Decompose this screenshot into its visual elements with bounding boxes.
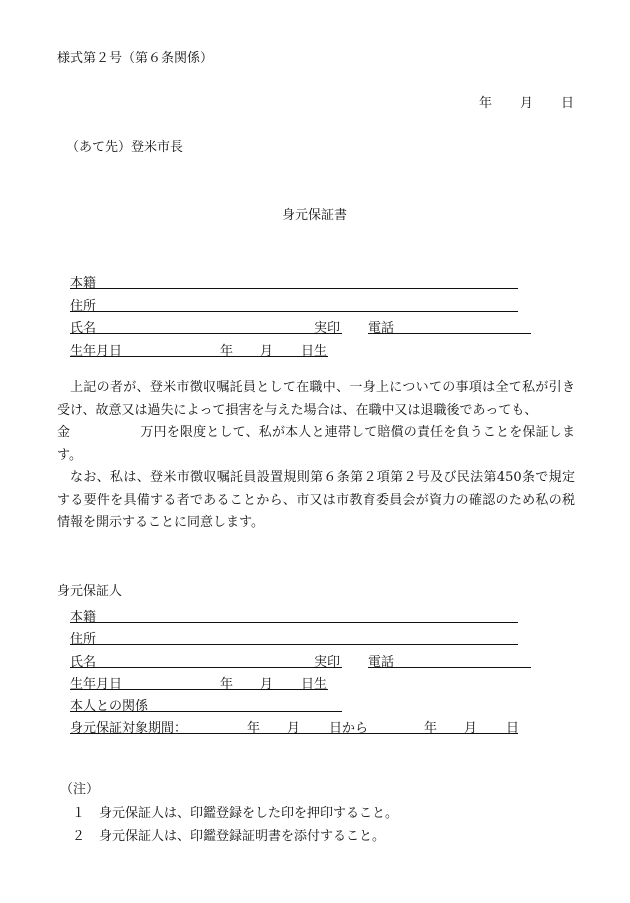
date-day: 日 [561, 96, 575, 111]
guarantor-period-label: 身元保証対象期間： [70, 721, 188, 736]
notes-heading: （注） [60, 782, 100, 797]
note-number: ２ [72, 829, 86, 844]
form-number: 様式第２号（第６条関係） [57, 51, 214, 66]
guarantor-name-field [70, 651, 342, 668]
employee-seal-label: 実印 [314, 321, 341, 336]
guarantor-birth-field [70, 673, 328, 690]
period-end-month: 月 [464, 721, 478, 736]
employee-birth-month: 月 [260, 344, 274, 359]
paragraph1-main: 上記の者が、登米市徴収嘱託員として在職中、一身上についての事項は全て私が引き受け、故意又は過失によって損害を与えた場合は、在職中又は退職後であっても、 [57, 380, 575, 418]
employee-phone-field [368, 317, 531, 334]
note-item-1 [72, 806, 399, 822]
employee-birth-label: 生年月日 [70, 344, 123, 359]
period-end-day: 日 [506, 721, 520, 736]
employee-address-field [70, 295, 518, 312]
employee-birth-field [70, 340, 328, 357]
guarantor-phone-field [368, 651, 531, 668]
period-start-day: 日から [329, 721, 369, 736]
period-start-year: 年 [247, 721, 261, 736]
guarantor-relation-field [70, 695, 342, 712]
guarantee-paragraph [57, 377, 575, 535]
guarantor-honseki-label: 本籍 [70, 610, 97, 625]
guarantor-honseki-field [70, 606, 518, 623]
employee-honseki-label: 本籍 [70, 276, 97, 291]
guarantor-period-field [70, 717, 518, 734]
guarantor-birth-label: 生年月日 [70, 677, 123, 692]
employee-birth-year: 年 [220, 344, 234, 359]
employee-name-label: 氏名 [70, 321, 97, 336]
paragraph1-rest: 万円を限度として、私が本人と連帯して賠償の責任を負うことを保証します。 [57, 425, 575, 463]
amount-kin: 金 [57, 425, 71, 440]
guarantor-address-field [70, 628, 518, 645]
date-year: 年 [479, 96, 493, 111]
note-text: 身元保証人は、印鑑登録証明書を添付すること。 [99, 829, 386, 844]
guarantor-relation-label: 本人との関係 [70, 699, 149, 714]
period-end-year: 年 [424, 721, 438, 736]
employee-birth-day: 日生 [301, 344, 328, 359]
period-start-month: 月 [287, 721, 301, 736]
employee-address-label: 住所 [70, 299, 97, 314]
note-number: １ [72, 806, 86, 821]
guarantor-birth-year: 年 [220, 677, 234, 692]
guarantor-seal-label: 実印 [314, 655, 341, 670]
note-item-2 [72, 829, 386, 845]
employee-honseki-field [70, 272, 518, 289]
date-month: 月 [520, 96, 534, 111]
guarantor-birth-day: 日生 [301, 677, 328, 692]
guarantor-address-label: 住所 [70, 632, 97, 647]
employee-phone-label: 電話 [368, 321, 395, 336]
document-title: 身元保証書 [282, 208, 348, 223]
guarantor-phone-label: 電話 [368, 655, 395, 670]
guarantor-birth-month: 月 [260, 677, 274, 692]
note-text: 身元保証人は、印鑑登録をした印を押印すること。 [99, 806, 399, 821]
consent-paragraph: なお、私は、登米市徴収嘱託員設置規則第６条第２項第２号及び民法第450条で規定する要件を具備する者であることから、市又は市教育委員会が資力の確認のため私の税情報を開示することに同意します。 [57, 470, 575, 530]
guarantor-heading: 身元保証人 [57, 584, 123, 599]
addressee: （あて先）登米市長 [66, 140, 184, 155]
employee-name-field [70, 317, 342, 334]
guarantor-name-label: 氏名 [70, 655, 97, 670]
